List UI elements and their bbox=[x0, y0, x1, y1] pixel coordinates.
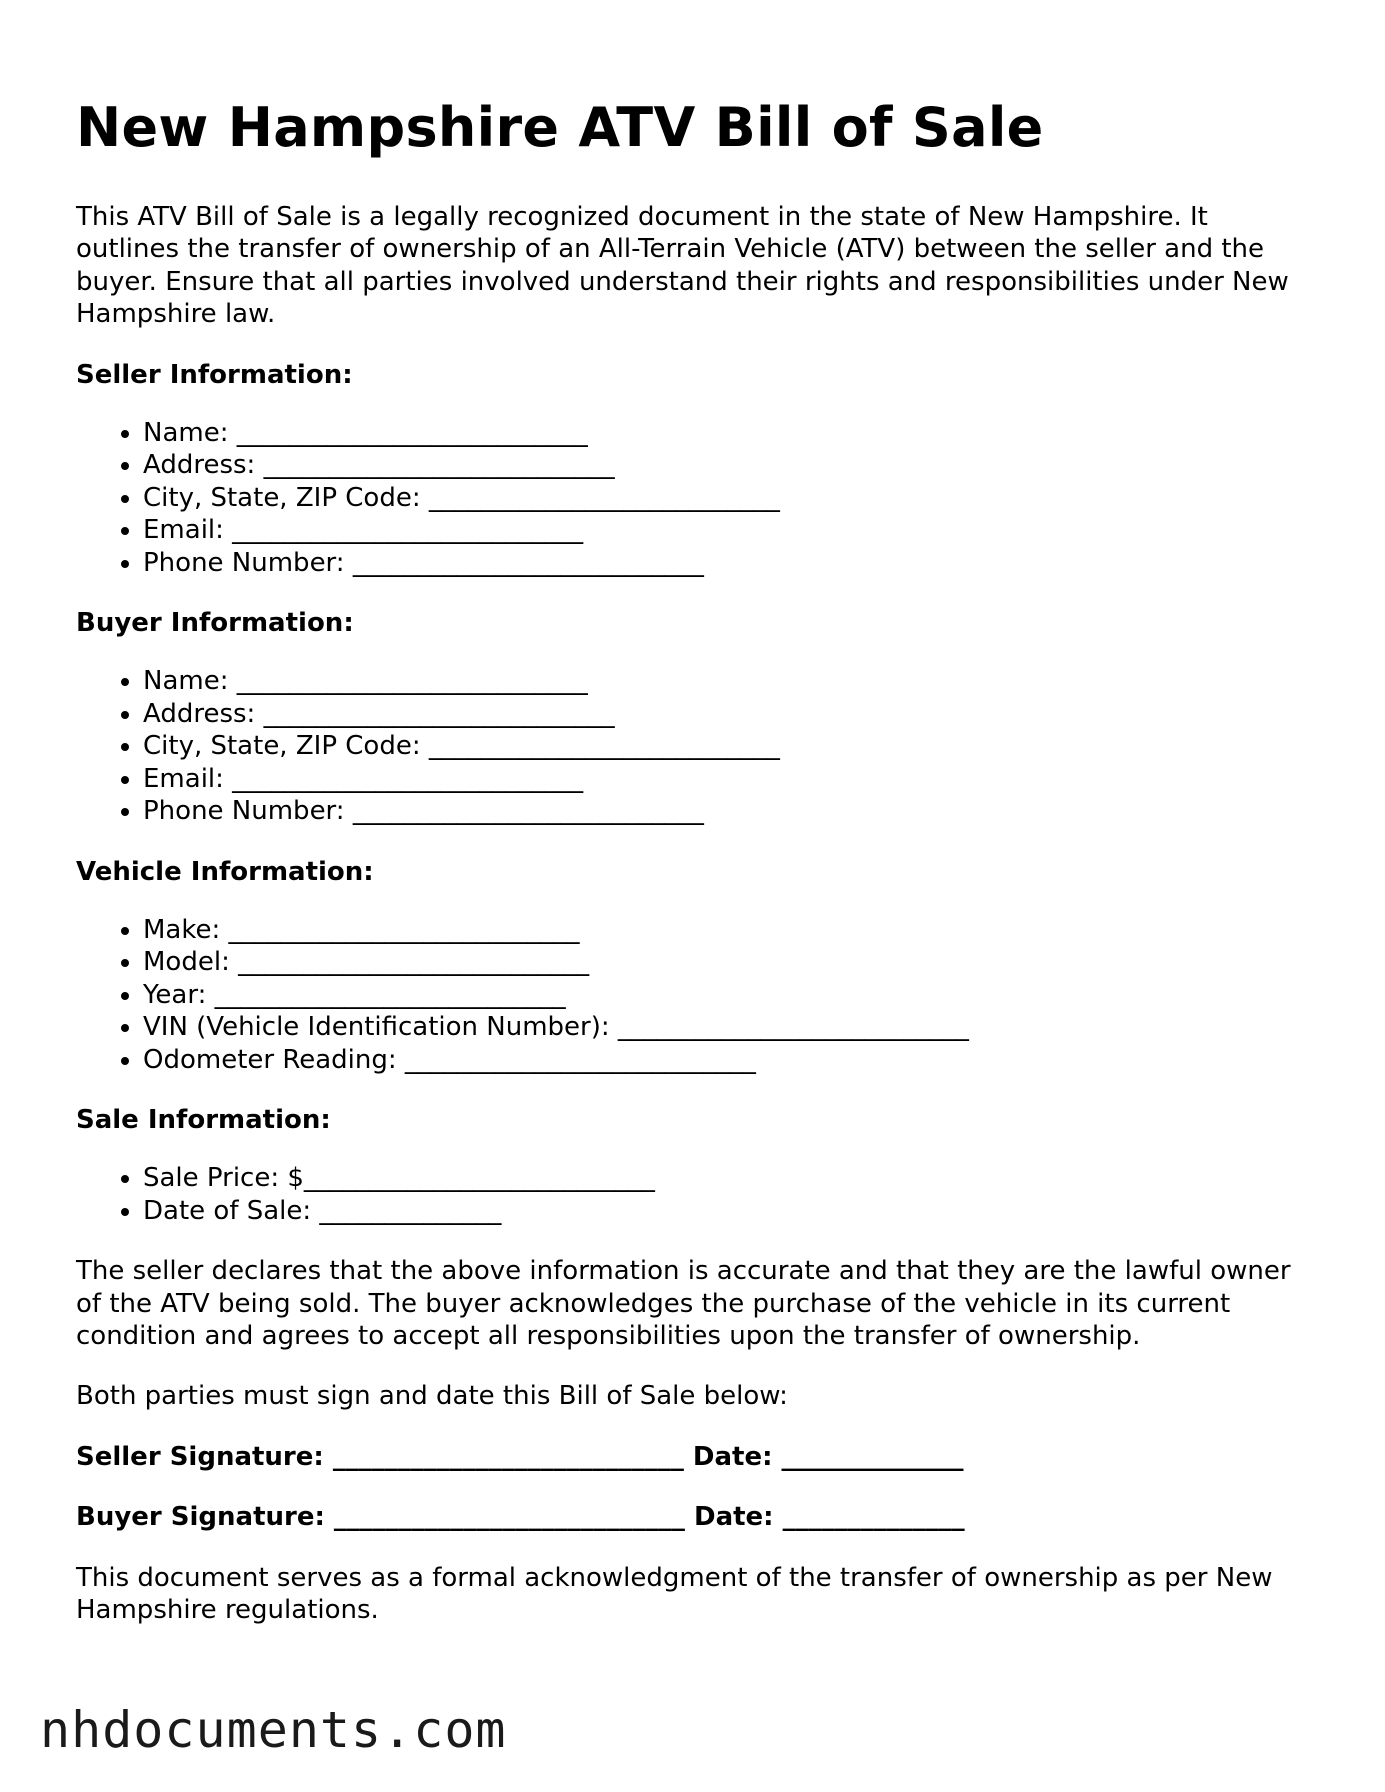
document-page bbox=[76, 93, 1316, 1654]
vehicle-section-heading: Vehicle Information: bbox=[76, 856, 374, 887]
seller-city-state-zip-field: • City, State, ZIP Code: ___________________________ bbox=[143, 482, 1316, 514]
sign-instruction: Both parties must sign and date this Bill of Sale below: bbox=[76, 1381, 788, 1412]
closing-paragraph: This document serves as a formal acknowledgment of the transfer of ownership as per New Hampshire regulations. bbox=[76, 1562, 1273, 1625]
seller-phone-field: • Phone Number: ___________________________ bbox=[143, 547, 1316, 579]
buyer-name-field: • Name: ___________________________ bbox=[143, 665, 1316, 697]
sale-date-field: • Date of Sale: ______________ bbox=[143, 1195, 1316, 1227]
buyer-address-field: • Address: ___________________________ bbox=[143, 698, 1316, 730]
sale-section-heading: Sale Information: bbox=[76, 1104, 331, 1135]
vehicle-model-field: • Model: ___________________________ bbox=[143, 946, 1316, 978]
buyer-section-heading: Buyer Information: bbox=[76, 608, 354, 639]
seller-signature-line: Seller Signature: ___________________________ Date: ______________ bbox=[76, 1441, 964, 1472]
sale-fields-list bbox=[76, 1162, 1316, 1227]
vehicle-make-field: • Make: ___________________________ bbox=[143, 914, 1316, 946]
buyer-email-field: • Email: ___________________________ bbox=[143, 763, 1316, 795]
buyer-city-state-zip-field: • City, State, ZIP Code: ___________________________ bbox=[143, 730, 1316, 762]
document-title: New Hampshire ATV Bill of Sale bbox=[76, 96, 1044, 159]
vehicle-odometer-field: • Odometer Reading: ___________________________ bbox=[143, 1044, 1316, 1076]
seller-fields-list bbox=[76, 417, 1316, 579]
vehicle-vin-field: • VIN (Vehicle Identification Number): ___________________________ bbox=[143, 1011, 1316, 1043]
site-watermark: nhdocuments.com bbox=[40, 1701, 507, 1759]
sale-price-field: • Sale Price: $___________________________ bbox=[143, 1162, 1316, 1194]
vehicle-year-field: • Year: ___________________________ bbox=[143, 979, 1316, 1011]
seller-name-field: • Name: ___________________________ bbox=[143, 417, 1316, 449]
buyer-phone-field: • Phone Number: ___________________________ bbox=[143, 795, 1316, 827]
vehicle-fields-list bbox=[76, 914, 1316, 1076]
buyer-fields-list bbox=[76, 665, 1316, 827]
buyer-signature-line: Buyer Signature: ___________________________ Date: ______________ bbox=[76, 1502, 965, 1533]
seller-address-field: • Address: ___________________________ bbox=[143, 449, 1316, 481]
intro-paragraph: This ATV Bill of Sale is a legally recognized document in the state of New Hampshire. It outlines the transfer of ownership of an All-Terrain Vehicle (ATV) between the seller and the buyer. Ensure that all parties involved understand their rights and responsibilities under New Hampshire law. bbox=[76, 202, 1289, 330]
seller-email-field: • Email: ___________________________ bbox=[143, 514, 1316, 546]
seller-section-heading: Seller Information: bbox=[76, 359, 353, 390]
declaration-paragraph: The seller declares that the above information is accurate and that they are the lawful owner of the ATV being sold. The buyer acknowledges the purchase of the vehicle in its current condition and agrees to accept all responsibilities upon the transfer of ownership. bbox=[76, 1256, 1291, 1351]
